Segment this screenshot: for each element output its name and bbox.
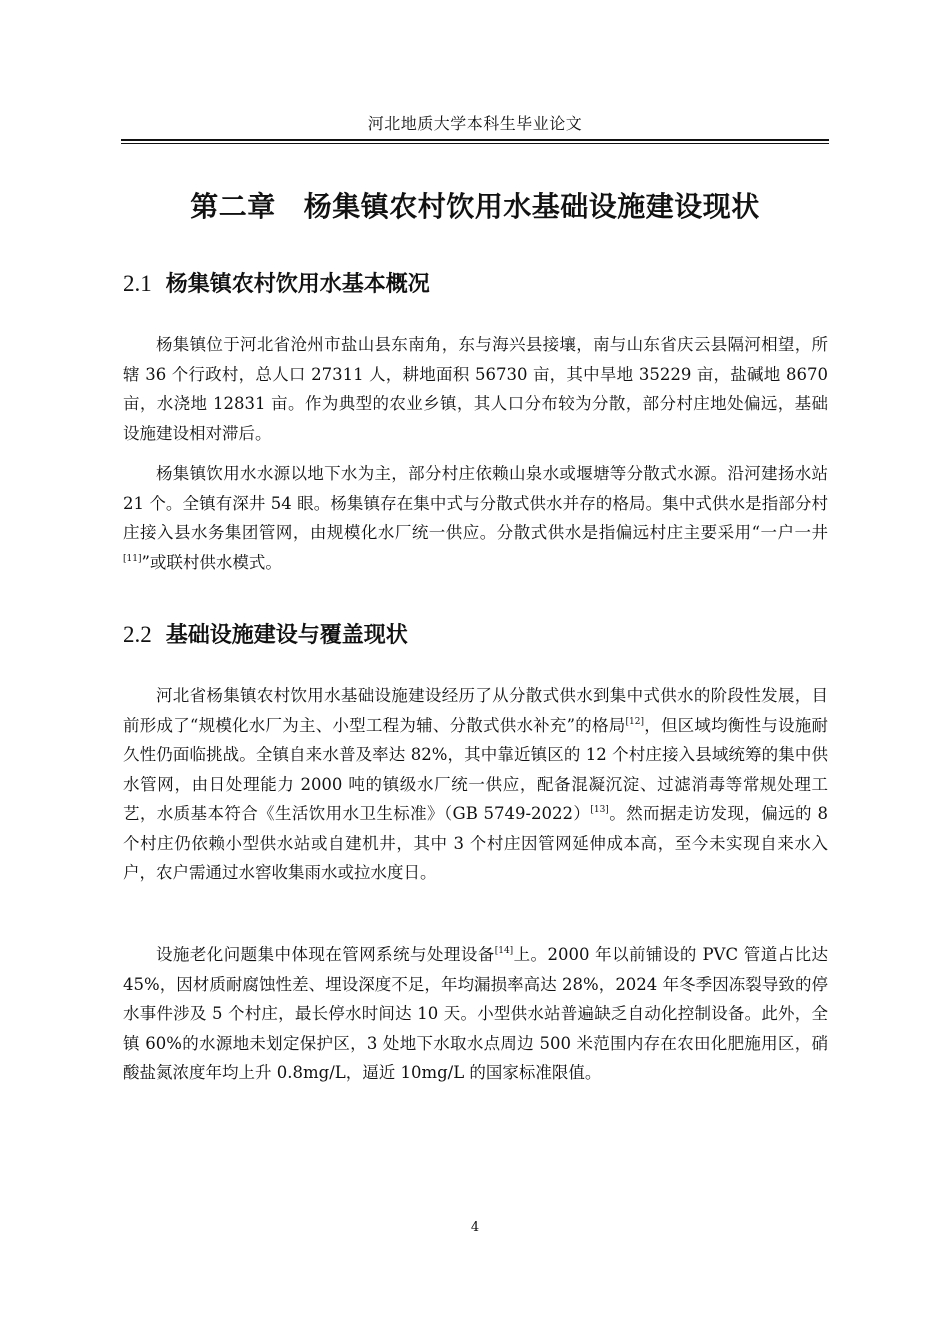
paragraph xyxy=(123,681,828,888)
paragraph xyxy=(123,459,828,577)
citation-marker: [12] xyxy=(625,716,644,727)
section-title: 杨集镇农村饮用水基本概况 xyxy=(165,272,430,297)
text-run: 杨集镇饮用水水源以地下水为主，部分村庄依赖山泉水或堰塘等分散式水源。沿河建扬水站 21 个。全镇有深井 54 眼。杨集镇存在集中式与分散式供水并存的格局。集中式供水是指部分村庄接入县水务集团管网，由规模化水厂统一供应。分散式供水是指偏远村庄主要采用“一户一井 xyxy=(123,464,828,542)
paragraph xyxy=(123,330,828,448)
page-number: 4 xyxy=(470,1220,480,1235)
text-run: 设施老化问题集中体现在管网系统与处理设备 xyxy=(156,945,495,964)
paragraph xyxy=(123,940,828,1088)
section-number: 2.2 xyxy=(123,622,152,647)
section-title: 基础设施建设与覆盖现状 xyxy=(165,623,408,648)
text-run: 杨集镇位于河北省沧州市盐山县东南角，东与海兴县接壤，南与山东省庆云县隔河相望，所辖 36 个行政村，总人口 27311 人，耕地面积 56730 亩，其中旱地 35229 亩，盐碱地 8670 亩，水浇地 12831 亩。作为典型的农业乡镇，其人口分布较为分散，部分村庄地处偏远，基础设施建设相对滞后。 xyxy=(123,335,828,443)
section-heading-2-2 xyxy=(123,620,829,651)
text-run: 。然而据走访发现，偏远的 8 个村庄仍依赖小型供水站或自建机井，其中 3 个村庄因管网延伸成本高，至今未实现自来水入户，农户需通过水窖收集雨水或拉水度日。 xyxy=(123,804,829,882)
citation-marker: [13] xyxy=(590,805,609,815)
text-run: 上。2000 年以前铺设的 PVC 管道占比达 45%，因材质耐腐蚀性差、埋设深度不足，年均漏损率高达 28%，2024 年冬季因冻裂导致的停水事件涉及 5 个村庄，最长停水时间达 10 天。小型供水站普遍缺乏自动化控制设备。此外，全镇 60%的水源地未划定保护区，3 处地下水取水点周边 500 米范围内存在农田化肥施用区，硝酸盐氮浓度年均上升 0.8mg/L，逼近 10mg/L 的国家标准限值。 xyxy=(123,945,829,1082)
section-heading-2-1 xyxy=(123,269,829,300)
chapter-title-text: 杨集镇农村饮用水基础设施建设现状 xyxy=(303,190,760,223)
citation-marker: [14] xyxy=(494,946,514,956)
text-run: 河北省杨集镇农村饮用水基础设施建设经历了从分散式供水到集中式供水的阶段性发展，目前形成了“规模化水厂为主、小型工程为辅、分散式供水补充”的格局 xyxy=(123,686,828,735)
section-number: 2.1 xyxy=(123,271,152,296)
header-rule-thin xyxy=(121,143,829,144)
chapter-title xyxy=(121,187,829,227)
running-header: 河北地质大学本科生毕业论文 xyxy=(367,114,583,133)
text-run: ”或联村供水模式。 xyxy=(141,552,282,572)
chapter-label: 第二章 xyxy=(190,190,276,223)
header-rule xyxy=(121,139,829,141)
citation-marker: [11] xyxy=(123,553,142,564)
text-run: ，但区域均衡性与设施耐久性仍面临挑战。全镇自来水普及率达 82%，其中靠近镇区的 12 个村庄接入县域统筹的集中供水管网，由日处理能力 2000 吨的镇级水厂统一供应，配备混凝沉淀、过滤消毒等常规处理工艺，水质基本符合《生活饮用水卫生标准》（GB 5749-2022） xyxy=(123,715,829,823)
